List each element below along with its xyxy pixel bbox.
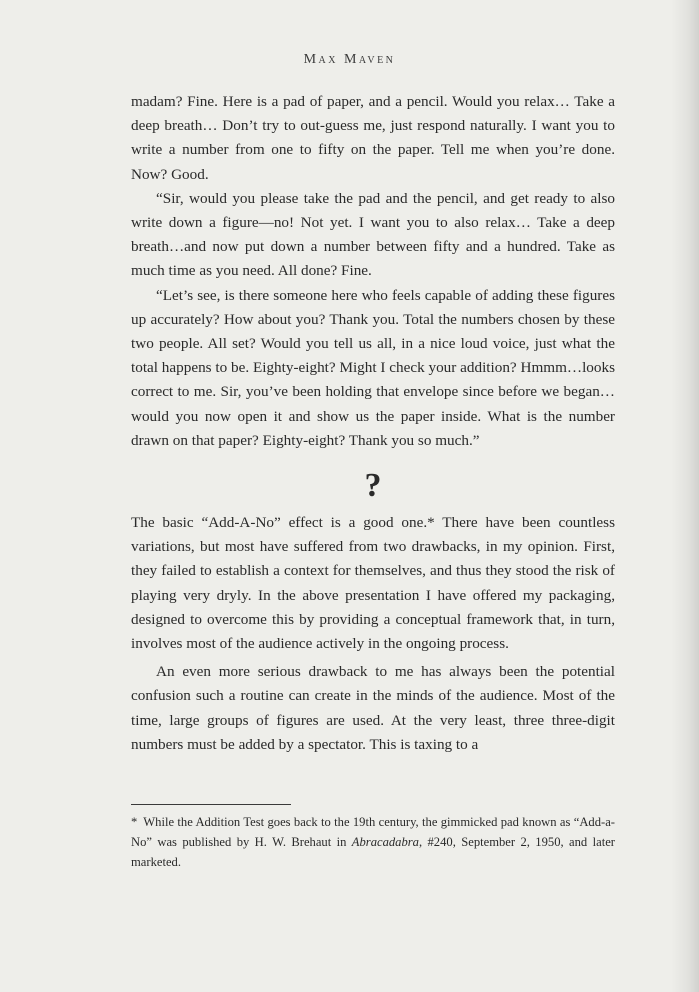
paragraph-2: “Sir, would you please take the pad and the pencil, and get ready to also write down a figure—no! Not yet. I want you to also relax… Take a deep breath…and now put down a number between fifty and a hundred. Take as much time as you need. All done? Fine.	[131, 189, 615, 280]
footnote	[131, 812, 615, 872]
body-text	[131, 90, 615, 757]
paragraph-3: “Let’s see, is there someone here who feels capable of adding these figures up accurately? How about you? Thank you. Total the numbers chosen by these two people. All set? Would you tell us all, in a nice loud voice, just what the total happens to be. Eighty-eight? Might I check your addition? Hmmm…looks correct to me. Sir, you’ve been holding that envelope since before we began…would you now open it and show us the paper inside. What is the number drawn on that paper? Eighty-eight? Thank you so much.”	[131, 286, 615, 449]
paragraph-1: madam? Fine. Here is a pad of paper, and a pencil. Would you relax… Take a deep breath… Don’t try to out-guess me, just respond naturally. I want you to write a number from one to fifty on the paper. Tell me when you’re done. Now? Good.	[131, 93, 615, 183]
running-head: Max Maven	[303, 52, 396, 67]
footnote-publication: Abracadabra	[351, 835, 419, 849]
footnote-text-b: , #240, September 2, 1950, and later marketed.	[131, 835, 615, 869]
paragraph-4: The basic “Add-A-No” effect is a good one.* There have been countless variations, but most have suffered from two drawbacks, in my opinion. First, they failed to establish a context for themselves, and thus they stood the risk of playing very dryly. In the above presentation I have offered my packaging, designed to overcome this by providing a conceptual framework that, in turn, involves most of the audience actively in the ongoing process.	[131, 514, 615, 653]
footnote-rule	[131, 804, 291, 805]
question-mark-ornament: ?	[364, 467, 382, 505]
footnote-text-a: While the Addition Test goes back to the 19th century, the gimmicked pad known as “Add-a-No” was published by H. W. Brehaut in	[131, 815, 615, 849]
paragraph-5: An even more serious drawback to me has always been the potential confusion such a routine can create in the minds of the audience. Most of the time, large groups of figures are used. At the very least, three three-digit numbers must be added by a spectator. This is taxing to a	[131, 663, 615, 753]
footnote-mark: *	[131, 815, 138, 829]
page-edge-shadow	[671, 0, 699, 992]
